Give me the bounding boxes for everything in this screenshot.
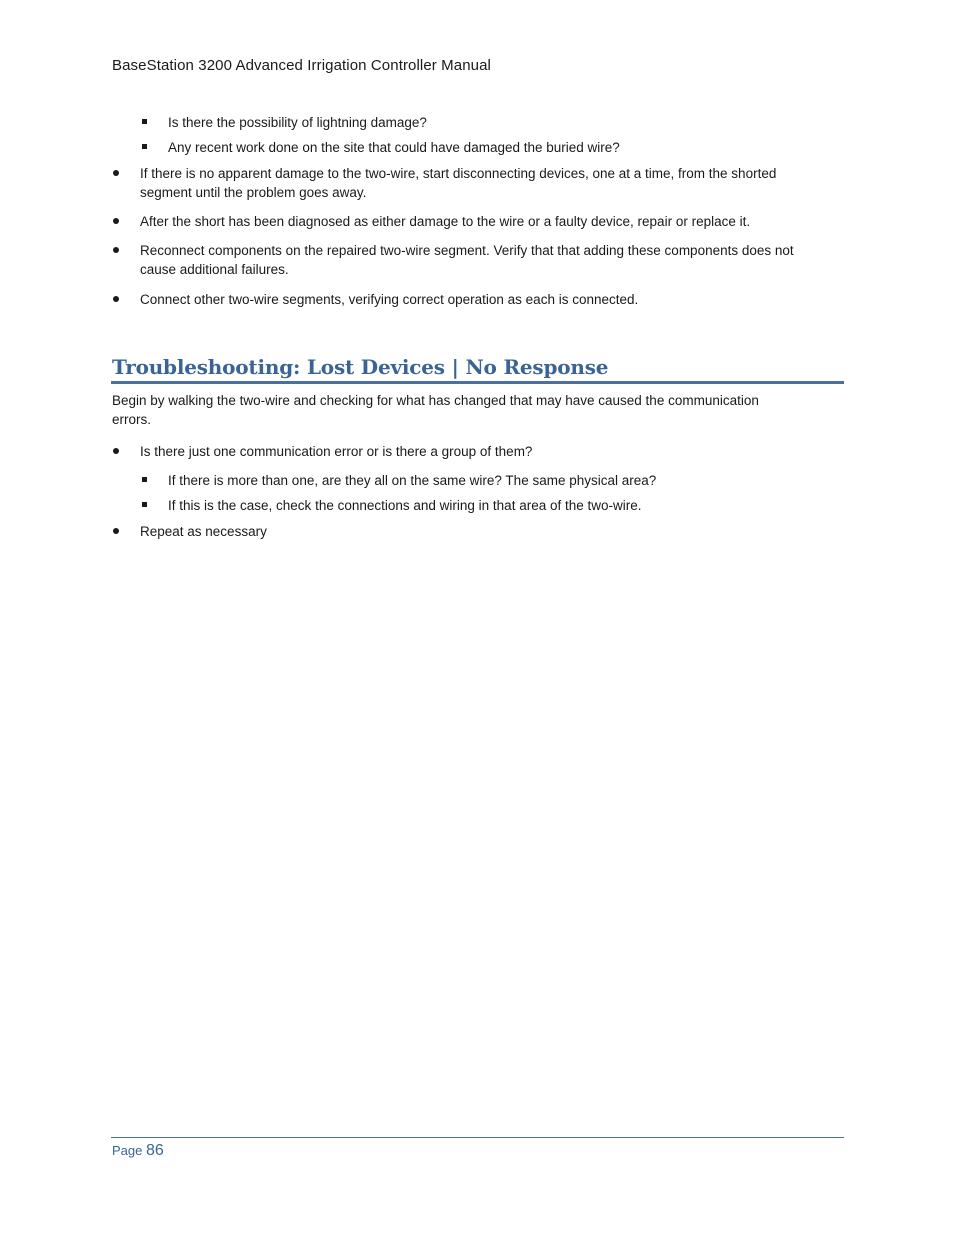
list-item-continuation: segment until the problem goes away. — [140, 185, 367, 200]
footer-divider — [111, 1137, 844, 1138]
list-item-continuation: cause additional failures. — [140, 262, 289, 277]
document-header-title: BaseStation 3200 Advanced Irrigation Controller Manual — [112, 57, 491, 74]
round-bullet-icon — [113, 218, 119, 224]
heading-underline — [111, 381, 844, 384]
section-intro: Begin by walking the two-wire and checking for what has changed that may have caused the communication — [112, 393, 759, 408]
round-bullet-icon — [113, 247, 119, 253]
square-bullet-icon — [142, 477, 147, 482]
round-bullet-icon — [113, 296, 119, 302]
list-subitem: Any recent work done on the site that could have damaged the buried wire? — [168, 140, 620, 155]
list-item: Reconnect components on the repaired two-wire segment. Verify that that adding these components does not — [140, 243, 794, 258]
list-item: After the short has been diagnosed as either damage to the wire or a faulty device, repair or replace it. — [140, 214, 751, 229]
list-item: If there is no apparent damage to the two-wire, start disconnecting devices, one at a time, from the shorted — [140, 166, 777, 181]
list-item: Connect other two-wire segments, verifying correct operation as each is connected. — [140, 292, 639, 307]
page-label: Page — [112, 1143, 143, 1158]
round-bullet-icon — [113, 528, 119, 534]
list-item: Is there just one communication error or is there a group of them? — [140, 444, 533, 459]
page-footer — [112, 1142, 164, 1160]
square-bullet-icon — [142, 502, 147, 507]
list-subitem: Is there the possibility of lightning damage? — [168, 115, 427, 130]
section-intro-continuation: errors. — [112, 412, 152, 427]
page-number: 86 — [146, 1142, 164, 1159]
square-bullet-icon — [142, 144, 147, 149]
round-bullet-icon — [113, 170, 119, 176]
section-heading: Troubleshooting: Lost Devices | No Response — [112, 355, 609, 379]
list-subitem: If there is more than one, are they all on the same wire? The same physical area? — [168, 473, 657, 488]
round-bullet-icon — [113, 448, 119, 454]
square-bullet-icon — [142, 119, 147, 124]
list-item: Repeat as necessary — [140, 524, 267, 539]
list-subitem: If this is the case, check the connections and wiring in that area of the two-wire. — [168, 498, 642, 513]
